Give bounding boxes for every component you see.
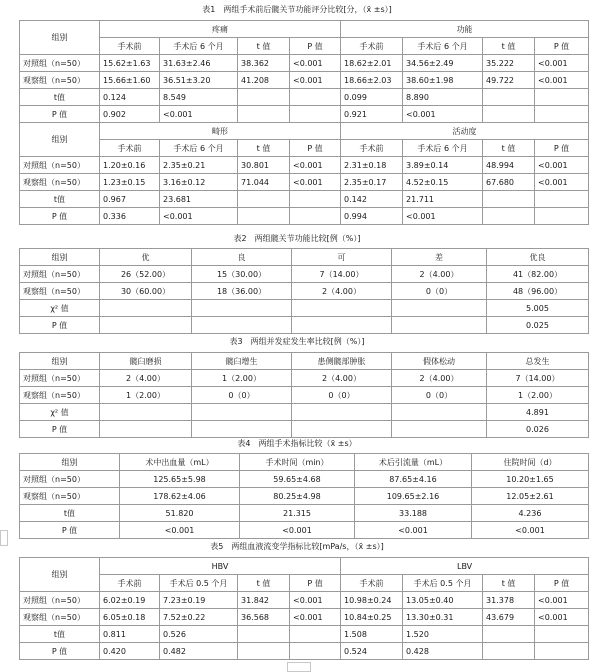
col-p: P 值: [535, 575, 589, 592]
table-cell: [535, 643, 589, 660]
table-row: [20, 421, 589, 438]
table-cell: [535, 626, 589, 643]
table3-caption: 表3 两组并发症发生率比较[例（%）]: [229, 337, 365, 346]
table-row: [20, 208, 589, 225]
table-cell: [535, 191, 589, 208]
table-cell: 0.025: [487, 317, 589, 334]
table-cell: 0.994: [341, 208, 403, 225]
table-row: [20, 404, 589, 421]
table-cell: 33.188: [355, 505, 472, 522]
table-cell: <0.001: [535, 55, 589, 72]
table-cell: [238, 208, 290, 225]
table-cell: 0.482: [160, 643, 238, 660]
table-cell: <0.001: [290, 157, 341, 174]
table-cell: 1（2.00）: [100, 387, 192, 404]
table-cell: 4.52±0.15: [403, 174, 483, 191]
table-cell: [290, 643, 341, 660]
table-cell: 0.124: [100, 89, 160, 106]
table-cell: [192, 421, 292, 438]
row-label: P 值: [20, 643, 100, 660]
table-cell: 7.23±0.19: [160, 592, 238, 609]
table-cell: 1（2.00）: [192, 370, 292, 387]
table-cell: 41（82.00）: [487, 266, 589, 283]
header-cell: 组别: [20, 249, 100, 266]
table-cell: [292, 317, 392, 334]
table1-group-header: 组别: [20, 21, 100, 55]
table-cell: 48（96.00）: [487, 283, 589, 300]
header-cell: 假体松动: [392, 353, 487, 370]
table-cell: [535, 208, 589, 225]
header-cell: 差: [392, 249, 487, 266]
table-cell: 178.62±4.06: [120, 488, 240, 505]
table-cell: 41.208: [238, 72, 290, 89]
col-p: P 值: [290, 575, 341, 592]
table-cell: 0.811: [100, 626, 160, 643]
header-cell: 术后引流量（mL）: [355, 454, 472, 471]
header-cell: 优良: [487, 249, 589, 266]
row-label: 对照组（n=50）: [20, 55, 100, 72]
table-cell: 31.63±2.46: [160, 55, 238, 72]
col-t: t 值: [238, 575, 290, 592]
row-label: 对照组（n=50）: [20, 370, 100, 387]
table1-caption: 表1 两组手术前后髋关节功能评分比较[分，（x̄ ±s）]: [202, 5, 392, 14]
table-row: [20, 505, 589, 522]
table-cell: 26（52.00）: [100, 266, 192, 283]
col-t: t 值: [483, 140, 535, 157]
table-cell: [392, 421, 487, 438]
row-label: 观察组（n=50）: [20, 174, 100, 191]
table-cell: 18.66±2.03: [341, 72, 403, 89]
table-cell: 1（2.00）: [487, 387, 589, 404]
table-cell: 18.62±2.01: [341, 55, 403, 72]
table-cell: [483, 106, 535, 123]
table-row: [20, 283, 589, 300]
table-cell: 0.420: [100, 643, 160, 660]
header-cell: 优: [100, 249, 192, 266]
table-cell: [238, 643, 290, 660]
table-cell: 1.520: [403, 626, 483, 643]
table4-caption: 表4 两组手术指标比较（x̄ ±s）: [237, 439, 357, 448]
table-row: [20, 609, 589, 626]
row-label: P 值: [20, 522, 120, 539]
table-cell: 38.60±1.98: [403, 72, 483, 89]
table-cell: 2.31±0.18: [341, 157, 403, 174]
resize-handle-left[interactable]: [0, 530, 8, 546]
table-cell: [290, 208, 341, 225]
table1-function-header: 功能: [341, 21, 589, 38]
col-p: P 值: [535, 38, 589, 55]
header-cell: 住院时间（d）: [472, 454, 589, 471]
col-pre: 手术前: [100, 38, 160, 55]
table-cell: 0.902: [100, 106, 160, 123]
table-cell: [290, 626, 341, 643]
table-cell: [392, 300, 487, 317]
table-cell: 2.35±0.17: [341, 174, 403, 191]
table-cell: [100, 421, 192, 438]
table-cell: 3.89±0.14: [403, 157, 483, 174]
table-cell: 0.428: [403, 643, 483, 660]
header-cell: 组别: [20, 454, 120, 471]
table3: [19, 352, 589, 438]
col-pre: 手术前: [341, 575, 403, 592]
col-p: P 值: [535, 140, 589, 157]
col-p: P 值: [290, 140, 341, 157]
table-cell: 2（4.00）: [100, 370, 192, 387]
header-cell: 良: [192, 249, 292, 266]
table-cell: <0.001: [535, 174, 589, 191]
table-row: [20, 522, 589, 539]
table-cell: <0.001: [160, 106, 238, 123]
table-cell: 59.65±4.68: [240, 471, 355, 488]
table5-hbv-header: HBV: [100, 558, 341, 575]
table-cell: 0.921: [341, 106, 403, 123]
table-cell: [483, 191, 535, 208]
table-row: [20, 89, 589, 106]
table-cell: <0.001: [160, 208, 238, 225]
col-post: 手术后 6 个月: [160, 38, 238, 55]
table-row: [20, 592, 589, 609]
table4: [19, 453, 589, 539]
table-cell: 15.62±1.63: [100, 55, 160, 72]
table-row: [20, 370, 589, 387]
table-cell: 48.994: [483, 157, 535, 174]
table-cell: 2（4.00）: [392, 266, 487, 283]
table5: [19, 557, 589, 660]
table-cell: 38.362: [238, 55, 290, 72]
table-cell: <0.001: [403, 106, 483, 123]
table-row: [20, 174, 589, 191]
table-cell: [535, 89, 589, 106]
header-cell: 髋臼磨损: [100, 353, 192, 370]
table-cell: 31.378: [483, 592, 535, 609]
col-post: 手术后 6 个月: [160, 140, 238, 157]
row-label: 观察组（n=50）: [20, 387, 100, 404]
table-row: [20, 106, 589, 123]
table-cell: 80.25±4.98: [240, 488, 355, 505]
table-cell: 36.568: [238, 609, 290, 626]
table-cell: 15.66±1.60: [100, 72, 160, 89]
table-row: [20, 643, 589, 660]
table-cell: <0.001: [290, 592, 341, 609]
row-label: t值: [20, 191, 100, 208]
table-row: [20, 387, 589, 404]
table-cell: 87.65±4.16: [355, 471, 472, 488]
table-cell: 23.681: [160, 191, 238, 208]
table-cell: 2（4.00）: [392, 370, 487, 387]
table-cell: <0.001: [290, 55, 341, 72]
table-cell: 2.35±0.21: [160, 157, 238, 174]
table1: [19, 20, 589, 225]
header-cell: 患侧髋部肿胀: [292, 353, 392, 370]
table-cell: 8.549: [160, 89, 238, 106]
table-row: [20, 317, 589, 334]
row-label: P 值: [20, 421, 100, 438]
table-cell: [192, 404, 292, 421]
table-cell: 6.05±0.18: [100, 609, 160, 626]
row-label: χ² 值: [20, 404, 100, 421]
table-cell: [292, 404, 392, 421]
table-row: [20, 471, 589, 488]
table-cell: [238, 106, 290, 123]
table-cell: 0.336: [100, 208, 160, 225]
table-cell: 1.508: [341, 626, 403, 643]
table-cell: 5.005: [487, 300, 589, 317]
col-p: P 值: [290, 38, 341, 55]
table-row: [20, 300, 589, 317]
table-row: [20, 72, 589, 89]
col-t: t 值: [483, 38, 535, 55]
table-cell: 51.820: [120, 505, 240, 522]
table-cell: [292, 421, 392, 438]
table-cell: 0.526: [160, 626, 238, 643]
col-post: 手术后 6 个月: [403, 140, 483, 157]
col-pre: 手术前: [341, 140, 403, 157]
table-cell: <0.001: [535, 157, 589, 174]
table-cell: [483, 626, 535, 643]
table-cell: [100, 404, 192, 421]
table-cell: 10.84±0.25: [341, 609, 403, 626]
table-cell: 31.842: [238, 592, 290, 609]
row-label: 观察组（n=50）: [20, 609, 100, 626]
table-cell: 36.51±3.20: [160, 72, 238, 89]
table-cell: <0.001: [355, 522, 472, 539]
table-row: [20, 191, 589, 208]
table-cell: [290, 89, 341, 106]
table-cell: 8.890: [403, 89, 483, 106]
header-cell: 总发生: [487, 353, 589, 370]
table-cell: <0.001: [535, 592, 589, 609]
table-row: [20, 55, 589, 72]
table-cell: [100, 317, 192, 334]
col-t: t 值: [238, 140, 290, 157]
table2-caption: 表2 两组髋关节功能比较[例（%）]: [233, 234, 361, 243]
table-cell: 15（30.00）: [192, 266, 292, 283]
table-cell: 7（14.00）: [487, 370, 589, 387]
table-cell: 18（36.00）: [192, 283, 292, 300]
table-cell: 0.967: [100, 191, 160, 208]
table-cell: 7.52±0.22: [160, 609, 238, 626]
table-cell: [483, 89, 535, 106]
row-label: P 值: [20, 208, 100, 225]
table-cell: 13.30±0.31: [403, 609, 483, 626]
table-cell: <0.001: [535, 609, 589, 626]
table1-deformity-header: 畸形: [100, 123, 341, 140]
table-cell: 10.98±0.24: [341, 592, 403, 609]
row-label: t值: [20, 626, 100, 643]
table-cell: 0.142: [341, 191, 403, 208]
table-cell: 125.65±5.98: [120, 471, 240, 488]
row-label: χ² 值: [20, 300, 100, 317]
table-cell: [483, 643, 535, 660]
table-row: [20, 626, 589, 643]
table-cell: 35.222: [483, 55, 535, 72]
header-cell: 可: [292, 249, 392, 266]
resize-handle-bottom[interactable]: [287, 662, 311, 672]
table-cell: 0.524: [341, 643, 403, 660]
table-cell: 0（0）: [392, 387, 487, 404]
table-cell: 2（4.00）: [292, 283, 392, 300]
table5-group-header: 组别: [20, 558, 100, 592]
table-cell: [290, 106, 341, 123]
header-cell: 髋臼增生: [192, 353, 292, 370]
row-label: 观察组（n=50）: [20, 488, 120, 505]
table-cell: 43.679: [483, 609, 535, 626]
col-post: 手术后 6 个月: [403, 38, 483, 55]
row-label: 对照组（n=50）: [20, 471, 120, 488]
row-label: t值: [20, 89, 100, 106]
table-cell: 4.236: [472, 505, 589, 522]
table-cell: [292, 300, 392, 317]
table-cell: 13.05±0.40: [403, 592, 483, 609]
row-label: P 值: [20, 317, 100, 334]
row-label: P 值: [20, 106, 100, 123]
row-label: 观察组（n=50）: [20, 72, 100, 89]
table-cell: 10.20±1.65: [472, 471, 589, 488]
table-cell: 3.16±0.12: [160, 174, 238, 191]
table-cell: <0.001: [290, 609, 341, 626]
table-cell: [238, 626, 290, 643]
table-cell: 6.02±0.19: [100, 592, 160, 609]
table-cell: 1.20±0.16: [100, 157, 160, 174]
row-label: t值: [20, 505, 120, 522]
table1-pain-header: 疼痛: [100, 21, 341, 38]
header-cell: 组别: [20, 353, 100, 370]
table5-lbv-header: LBV: [341, 558, 589, 575]
table-cell: 34.56±2.49: [403, 55, 483, 72]
table-cell: <0.001: [535, 72, 589, 89]
row-label: 观察组（n=50）: [20, 283, 100, 300]
table-cell: 12.05±2.61: [472, 488, 589, 505]
col-post: 手术后 0.5 个月: [403, 575, 483, 592]
table-cell: [238, 89, 290, 106]
table-cell: 30.801: [238, 157, 290, 174]
table-cell: <0.001: [403, 208, 483, 225]
table-cell: [238, 191, 290, 208]
table-cell: 21.711: [403, 191, 483, 208]
table-cell: [100, 300, 192, 317]
table-cell: <0.001: [472, 522, 589, 539]
table-cell: 0（0）: [292, 387, 392, 404]
table-cell: 2（4.00）: [292, 370, 392, 387]
col-pre: 手术前: [100, 140, 160, 157]
table-cell: 30（60.00）: [100, 283, 192, 300]
table-cell: [392, 404, 487, 421]
table1-group-header: 组别: [20, 123, 100, 157]
table-row: [20, 488, 589, 505]
header-cell: 手术时间（min）: [240, 454, 355, 471]
table-cell: [483, 208, 535, 225]
col-t: t 值: [483, 575, 535, 592]
table-cell: 67.680: [483, 174, 535, 191]
table-cell: <0.001: [120, 522, 240, 539]
table-cell: 109.65±2.16: [355, 488, 472, 505]
row-label: 对照组（n=50）: [20, 266, 100, 283]
table1-mobility-header: 活动度: [341, 123, 589, 140]
row-label: 对照组（n=50）: [20, 157, 100, 174]
table-cell: 0（0）: [392, 283, 487, 300]
table-cell: [535, 106, 589, 123]
table-cell: [290, 191, 341, 208]
table-cell: 0.026: [487, 421, 589, 438]
table-cell: <0.001: [290, 72, 341, 89]
col-pre: 手术前: [100, 575, 160, 592]
table-row: [20, 157, 589, 174]
table-cell: [192, 300, 292, 317]
col-pre: 手术前: [341, 38, 403, 55]
table-cell: 0.099: [341, 89, 403, 106]
table-row: [20, 266, 589, 283]
header-cell: 术中出血量（mL）: [120, 454, 240, 471]
table-cell: [192, 317, 292, 334]
table-cell: 0（0）: [192, 387, 292, 404]
table-cell: 49.722: [483, 72, 535, 89]
table2: [19, 248, 589, 334]
table-cell: <0.001: [290, 174, 341, 191]
table-cell: 4.891: [487, 404, 589, 421]
col-post: 手术后 0.5 个月: [160, 575, 238, 592]
table-cell: 21.315: [240, 505, 355, 522]
col-t: t 值: [238, 38, 290, 55]
table-cell: [392, 317, 487, 334]
table-cell: 7（14.00）: [292, 266, 392, 283]
table5-caption: 表5 两组血液流变学指标比较[mPa/s，（x̄ ±s）]: [210, 542, 384, 551]
row-label: 对照组（n=50）: [20, 592, 100, 609]
table-cell: 71.044: [238, 174, 290, 191]
table-cell: 1.23±0.15: [100, 174, 160, 191]
table-cell: <0.001: [240, 522, 355, 539]
